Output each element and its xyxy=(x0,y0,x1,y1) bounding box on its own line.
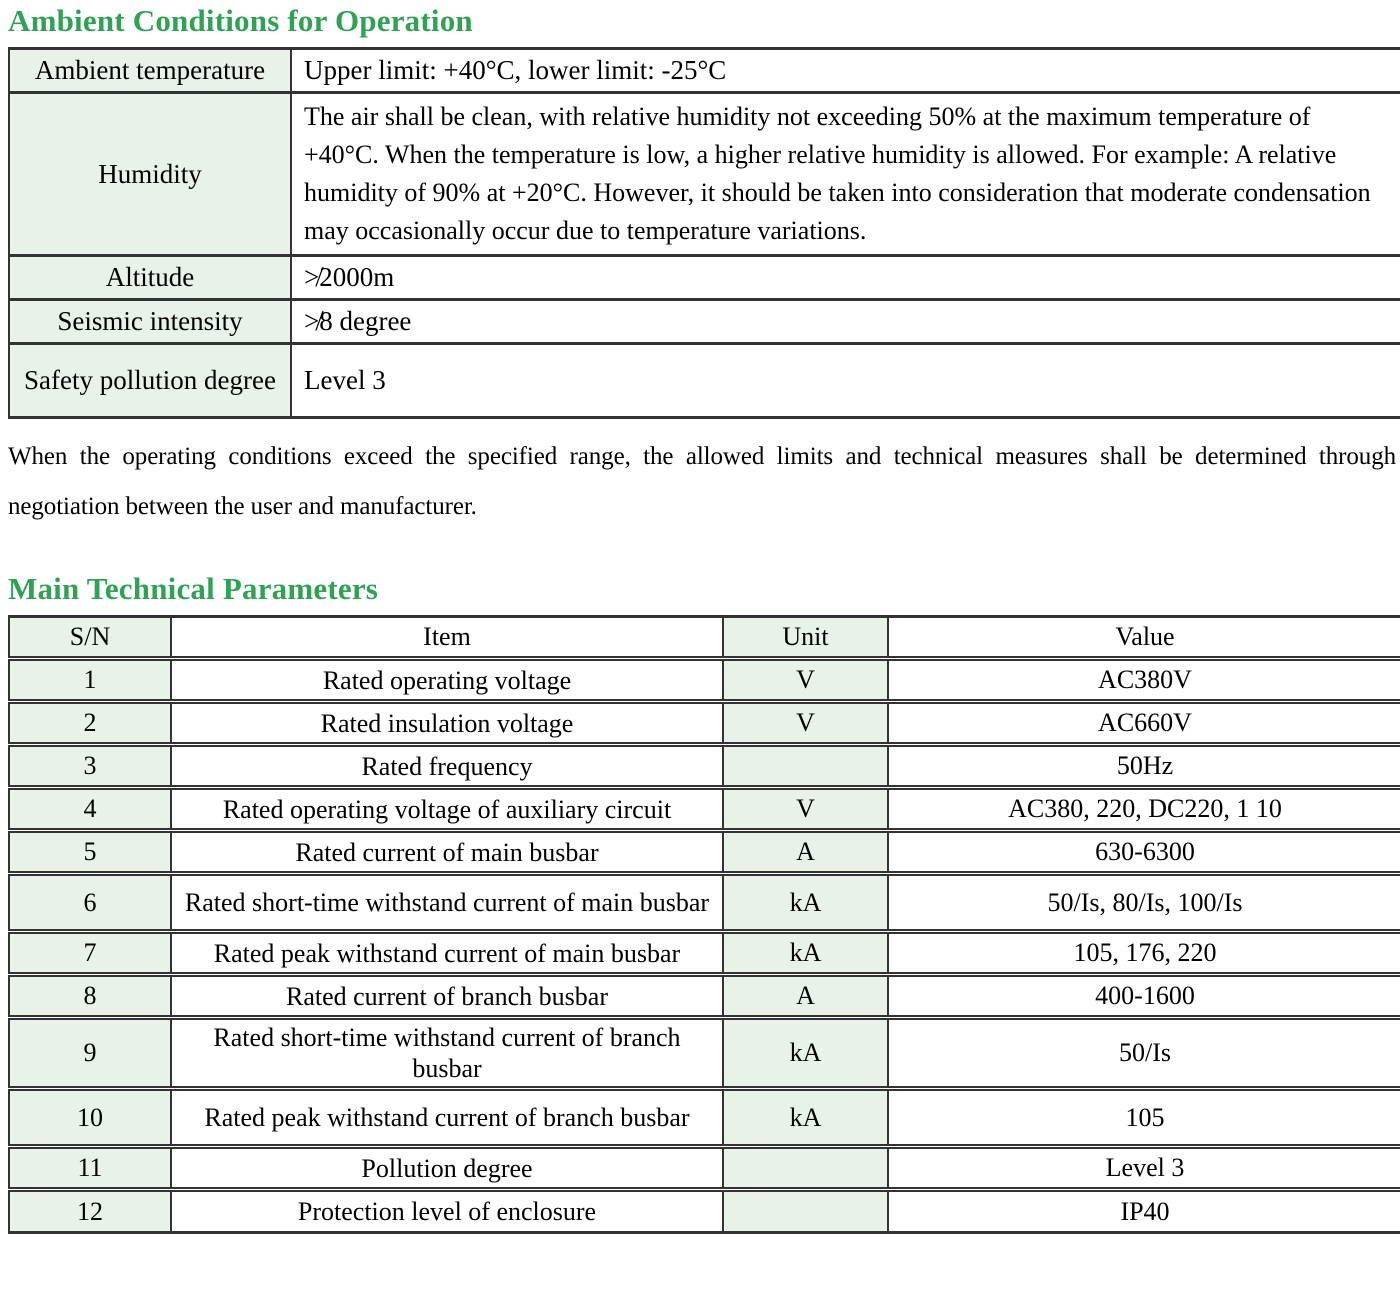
table-row xyxy=(9,702,1400,745)
sn-cell: 11 xyxy=(9,1147,171,1190)
value-cell: AC380V xyxy=(888,659,1400,702)
row-value-cell: The air shall be clean, with relative humidity not exceeding 50% at the maximum temperature of +40°C. When the temperature is low, a higher relative humidity is allowed. For example: A relative humidity of 90% at +20°C. However, it should be taken into consideration that moderate condensation may occasionally occur due to temperature variations. xyxy=(291,93,1400,256)
table-row xyxy=(9,93,1400,256)
value-cell: 400-1600 xyxy=(888,975,1400,1018)
item-cell: Rated current of main busbar xyxy=(171,831,723,874)
item-cell: Rated short-time withstand current of branch busbar xyxy=(171,1018,723,1089)
table-row xyxy=(9,1018,1400,1089)
row-label-cell: Humidity xyxy=(9,93,291,256)
sn-cell: 7 xyxy=(9,932,171,975)
sn-cell: 6 xyxy=(9,874,171,932)
value-header-cell: Value xyxy=(888,617,1400,659)
value-cell: Level 3 xyxy=(888,1147,1400,1190)
unit-cell xyxy=(723,745,888,788)
item-cell: Pollution degree xyxy=(171,1147,723,1190)
sn-cell: 9 xyxy=(9,1018,171,1089)
value-cell: 50Hz xyxy=(888,745,1400,788)
item-cell: Rated frequency xyxy=(171,745,723,788)
table-row xyxy=(9,745,1400,788)
item-cell: Rated peak withstand current of branch busbar xyxy=(171,1089,723,1147)
value-cell: AC660V xyxy=(888,702,1400,745)
row-label-cell: Altitude xyxy=(9,256,291,300)
table-row xyxy=(9,300,1400,344)
row-label-cell: Seismic intensity xyxy=(9,300,291,344)
row-label-cell: Safety pollution degree xyxy=(9,344,291,418)
value-cell: 105, 176, 220 xyxy=(888,932,1400,975)
table-row xyxy=(9,831,1400,874)
row-label-cell: Ambient temperature xyxy=(9,49,291,93)
unit-cell: V xyxy=(723,702,888,745)
main-technical-parameters-title: Main Technical Parameters xyxy=(8,571,379,606)
table-row xyxy=(9,874,1400,932)
table-row xyxy=(9,659,1400,702)
unit-cell: kA xyxy=(723,874,888,932)
sn-header-cell: S/N xyxy=(9,617,171,659)
technical-parameters-table xyxy=(8,615,1400,1234)
table-row xyxy=(9,49,1400,93)
item-cell: Rated short-time withstand current of main busbar xyxy=(171,874,723,932)
unit-cell: V xyxy=(723,659,888,702)
table-row xyxy=(9,975,1400,1018)
table-header-row xyxy=(9,617,1400,659)
item-cell: Rated peak withstand current of main busbar xyxy=(171,932,723,975)
value-cell: 105 xyxy=(888,1089,1400,1147)
unit-header-cell: Unit xyxy=(723,617,888,659)
sn-cell: 2 xyxy=(9,702,171,745)
table-row xyxy=(9,344,1400,418)
sn-cell: 12 xyxy=(9,1190,171,1233)
table-row xyxy=(9,1089,1400,1147)
row-value-cell: Level 3 xyxy=(291,344,1400,418)
unit-cell: A xyxy=(723,975,888,1018)
section-spacer xyxy=(8,532,1400,572)
unit-cell: A xyxy=(723,831,888,874)
row-value-cell: ≯8 degree xyxy=(291,300,1400,344)
table-row xyxy=(9,1147,1400,1190)
unit-cell xyxy=(723,1147,888,1190)
unit-cell xyxy=(723,1190,888,1233)
ambient-conditions-table xyxy=(8,47,1400,419)
value-cell: 50/Is, 80/Is, 100/Is xyxy=(888,874,1400,932)
item-cell: Rated operating voltage xyxy=(171,659,723,702)
table-row xyxy=(9,1190,1400,1233)
ambient-conditions-title: Ambient Conditions for Operation xyxy=(8,3,473,38)
table-row xyxy=(9,788,1400,831)
item-cell: Rated operating voltage of auxiliary circuit xyxy=(171,788,723,831)
sn-cell: 10 xyxy=(9,1089,171,1147)
unit-cell: kA xyxy=(723,1018,888,1089)
row-value-cell: ≯2000m xyxy=(291,256,1400,300)
sn-cell: 4 xyxy=(9,788,171,831)
value-cell: AC380, 220, DC220, 1 10 xyxy=(888,788,1400,831)
table-row xyxy=(9,932,1400,975)
value-cell: 630-6300 xyxy=(888,831,1400,874)
unit-cell: kA xyxy=(723,1089,888,1147)
row-value-cell: Upper limit: +40°C, lower limit: -25°C xyxy=(291,49,1400,93)
operating-conditions-note: When the operating conditions exceed the specified range, the allowed limits and technical measures shall be determined through negotiation between the user and manufacturer. xyxy=(8,443,1396,520)
item-cell: Rated insulation voltage xyxy=(171,702,723,745)
table-row xyxy=(9,256,1400,300)
unit-cell: kA xyxy=(723,932,888,975)
sn-cell: 5 xyxy=(9,831,171,874)
value-cell: 50/Is xyxy=(888,1018,1400,1089)
sn-cell: 8 xyxy=(9,975,171,1018)
sn-cell: 1 xyxy=(9,659,171,702)
item-cell: Protection level of enclosure xyxy=(171,1190,723,1233)
item-cell: Rated current of branch busbar xyxy=(171,975,723,1018)
sn-cell: 3 xyxy=(9,745,171,788)
unit-cell: V xyxy=(723,788,888,831)
value-cell: IP40 xyxy=(888,1190,1400,1233)
item-header-cell: Item xyxy=(171,617,723,659)
